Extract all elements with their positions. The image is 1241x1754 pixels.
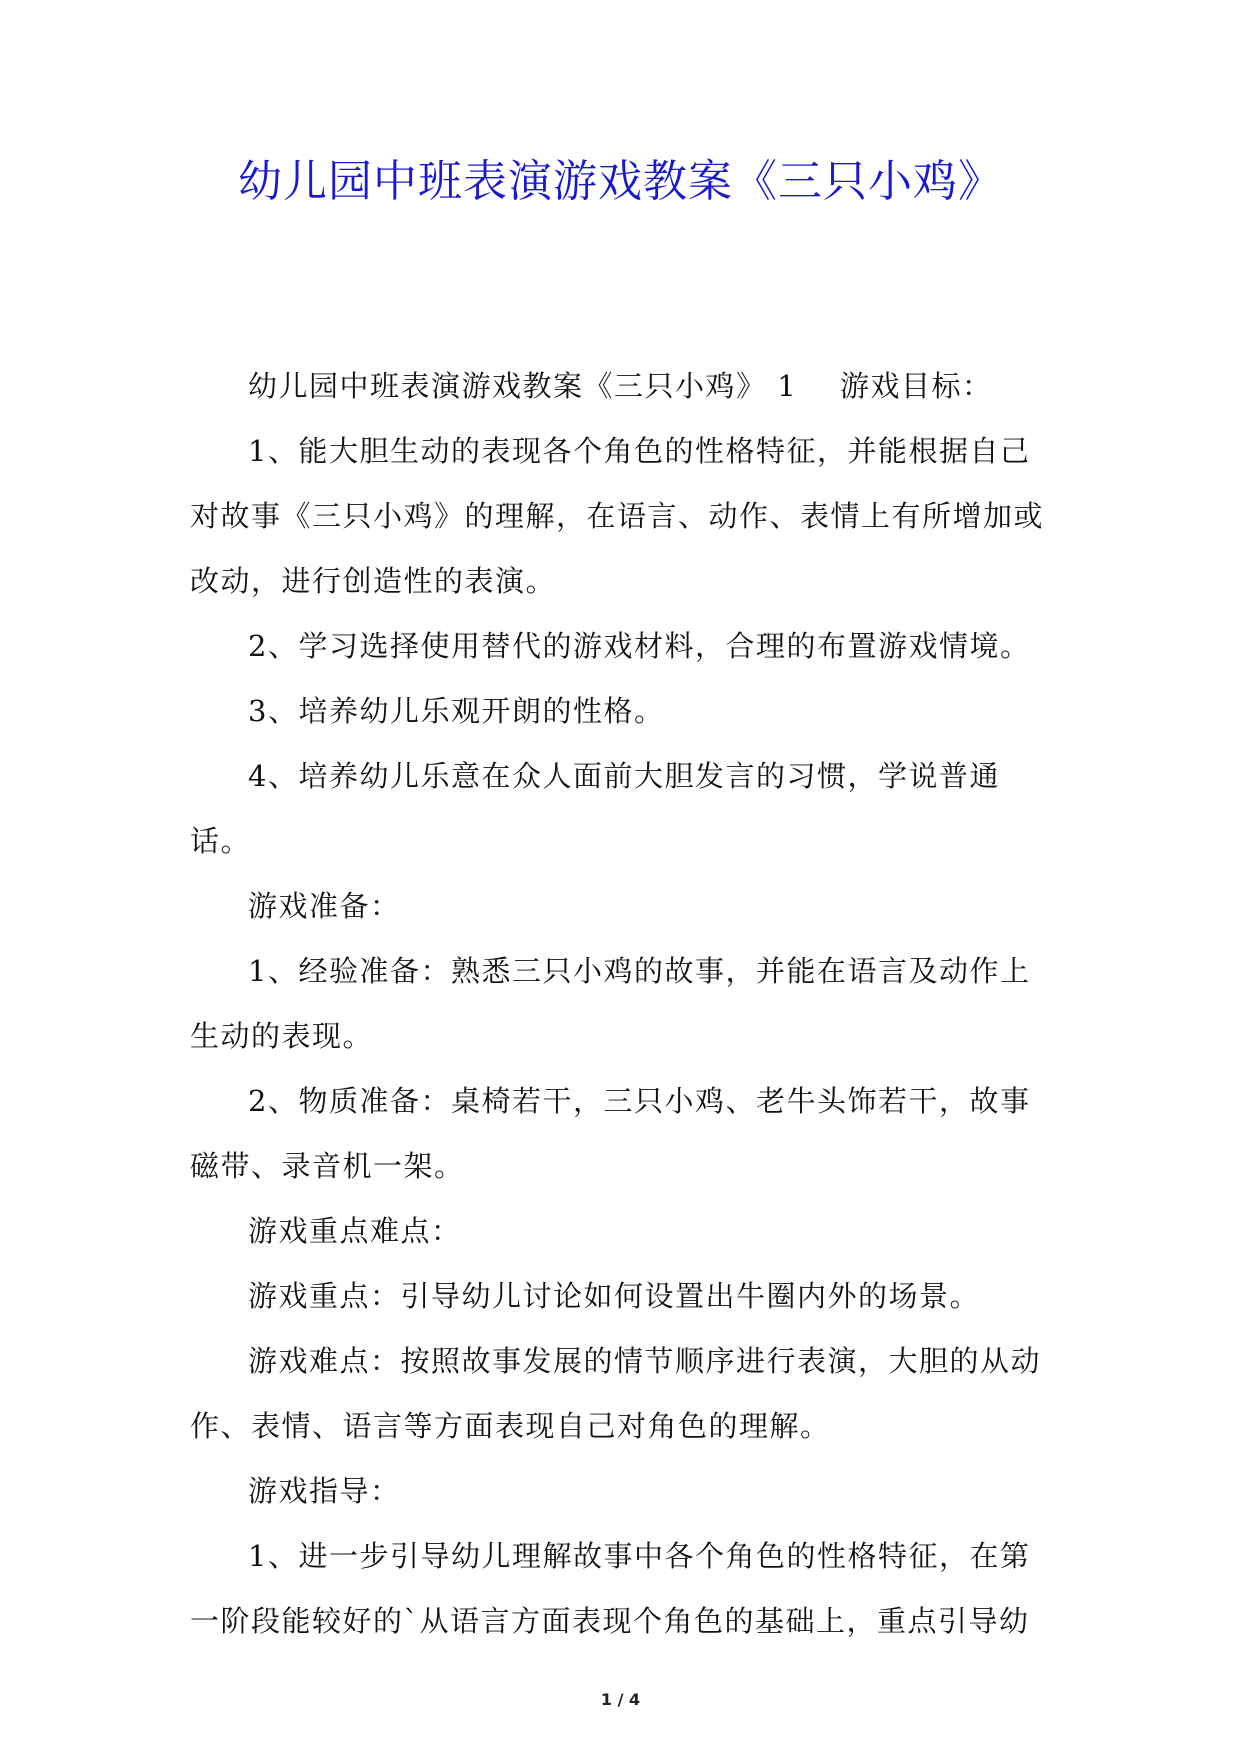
paragraph: 1、进一步引导幼儿理解故事中各个角色的性格特征，在第一阶段能较好的`从语言方面表现个角色的基础上，重点引导幼: [190, 1539, 1031, 1638]
document-title: 幼儿园中班表演游戏教案《三只小鸡》: [238, 156, 1003, 207]
paragraph: 2、学习选择使用替代的游戏材料，合理的布置游戏情境。: [248, 629, 1031, 663]
paragraph: 4、培养幼儿乐意在众人面前大胆发言的习惯，学说普通话。: [190, 759, 1000, 858]
paragraph: 幼儿园中班表演游戏教案《三只小鸡》 1 游戏目标：: [248, 369, 993, 403]
paragraph: 1、能大胆生动的表现各个角色的性格特征，并能根据自己对故事《三只小鸡》的理解，在语言、动作、表情上有所增加或改动，进行创造性的表演。: [190, 434, 1045, 598]
paragraph: 游戏重点难点：: [248, 1214, 462, 1248]
page-number: 1 / 4: [600, 1690, 641, 1709]
paragraph: 1、经验准备：熟悉三只小鸡的故事，并能在语言及动作上生动的表现。: [190, 954, 1031, 1053]
document-body: [190, 354, 1060, 1654]
paragraph: 3、培养幼儿乐观开朗的性格。: [248, 694, 665, 728]
paragraph: 游戏重点：引导幼儿讨论如何设置出牛圈内外的场景。: [248, 1279, 981, 1313]
paragraph: 2、物质准备：桌椅若干，三只小鸡、老牛头饰若干，故事磁带、录音机一架。: [190, 1084, 1031, 1183]
paragraph: 游戏指导：: [248, 1474, 401, 1508]
paragraph: 游戏难点：按照故事发展的情节顺序进行表演，大胆的从动作、表情、语言等方面表现自己对角色的理解。: [190, 1344, 1042, 1443]
paragraph: 游戏准备：: [248, 889, 401, 923]
